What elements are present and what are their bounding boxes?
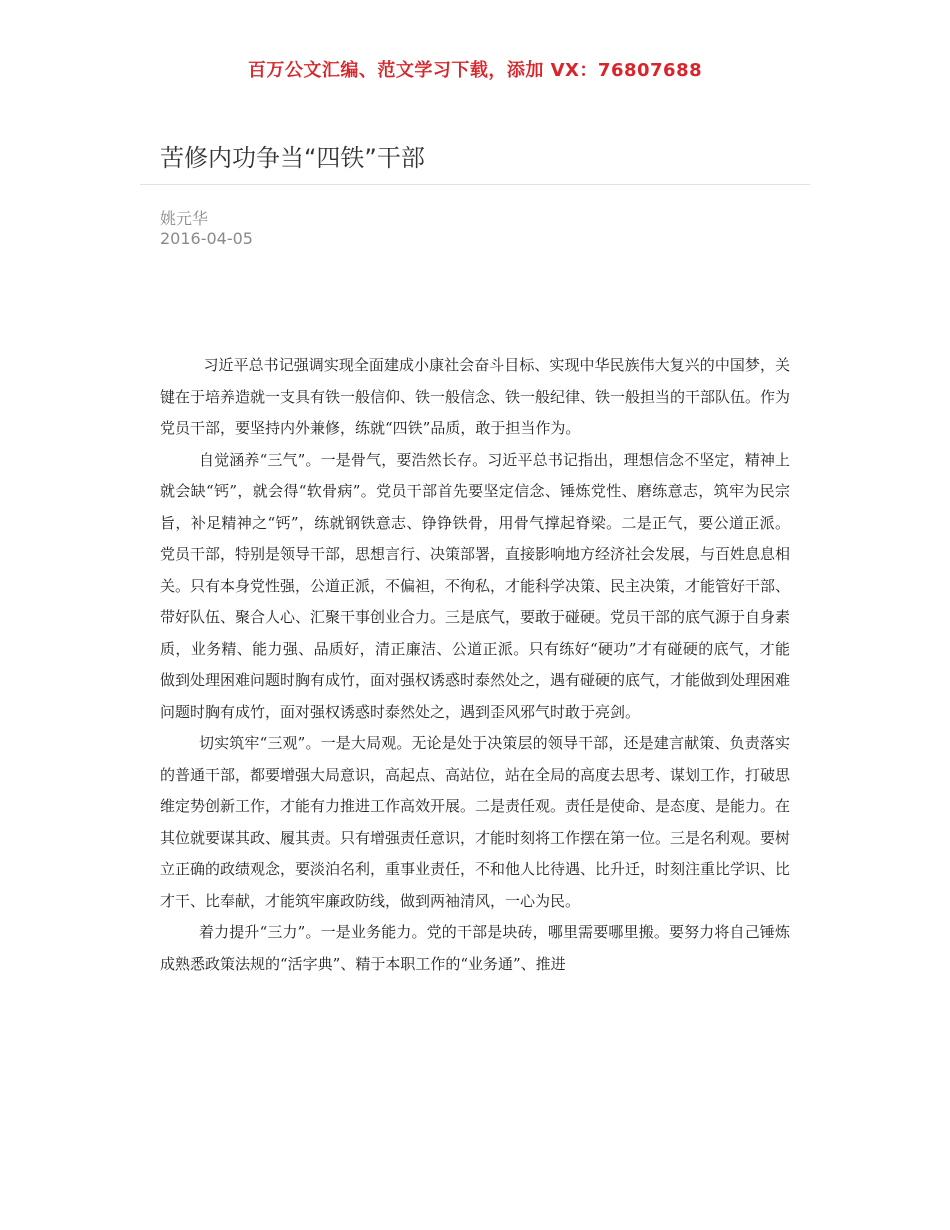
paragraph-intro: 习近平总书记强调实现全面建成小康社会奋斗目标、实现中华民族伟大复兴的中国梦，关键在于培养造就一支具有铁一般信仰、铁一般信念、铁一般纪律、铁一般担当的干部队伍。作为党员干部，要坚持内外兼修，练就“四铁”品质，敢于担当作为。 <box>160 356 791 437</box>
article-body <box>160 350 790 980</box>
paragraph-san-guan: 切实筑牢“三观”。一是大局观。无论是处于决策层的领导干部，还是建言献策、负责落实的普通干部，都要增强大局意识，高起点、高站位，站在全局的高度去思考、谋划工作，打破思维定势创新工作，才能有力推进工作高效开展。二是责任观。责任是使命、是态度、是能力。在其位就要谋其政、履其责。只有增强责任意识，才能时刻将工作摆在第一位。三是名利观。要树立正确的政绩观念，要淡泊名利，重事业责任，不和他人比待遇、比升迁，时刻注重比学识、比才干、比奉献，才能筑牢廉政防线，做到两袖清风，一心为民。 <box>160 734 791 910</box>
paragraph-san-qi: 自觉涵养“三气”。一是骨气，要浩然长存。习近平总书记指出，理想信念不坚定，精神上就会缺“钙”，就会得“软骨病”。党员干部首先要坚定信念、锤炼党性、磨练意志，筑牢为民宗旨，补足精神之“钙”，练就钢铁意志、铮铮铁骨，用骨气撑起脊梁。二是正气，要公道正派。党员干部，特别是领导干部，思想言行、决策部署，直接影响地方经济社会发展，与百姓息息相关。只有本身党性强，公道正派，不偏袒，不徇私，才能科学决策、民主决策，才能管好干部、带好队伍、聚合人心、汇聚干事创业合力。三是底气，要敢于碰硬。党员干部的底气源于自身素质，业务精、能力强、品质好，清正廉洁、公道正派。只有练好“硬功”才有碰硬的底气，才能做到处理困难问题时胸有成竹，面对强权诱惑时泰然处之，遇有碰硬的底气，才能做到处理困难问题时胸有成竹，面对强权诱惑时泰然处之，遇到歪风邪气时敢于亮剑。 <box>160 450 791 721</box>
paragraph-san-li: 着力提升“三力”。一是业务能力。党的干部是块砖，哪里需要哪里搬。要努力将自己锤炼成熟悉政策法规的“活字典”、精于本职工作的“业务通”、推进 <box>160 923 790 973</box>
article-date: 2016-04-05 <box>160 229 253 248</box>
article-author: 姚元华 <box>160 209 209 228</box>
title-divider <box>140 184 810 185</box>
article-title: 苦修内功争当“四铁”干部 <box>160 144 425 172</box>
promo-banner: 百万公文汇编、范文学习下载，添加 VX：76807688 <box>247 60 703 81</box>
